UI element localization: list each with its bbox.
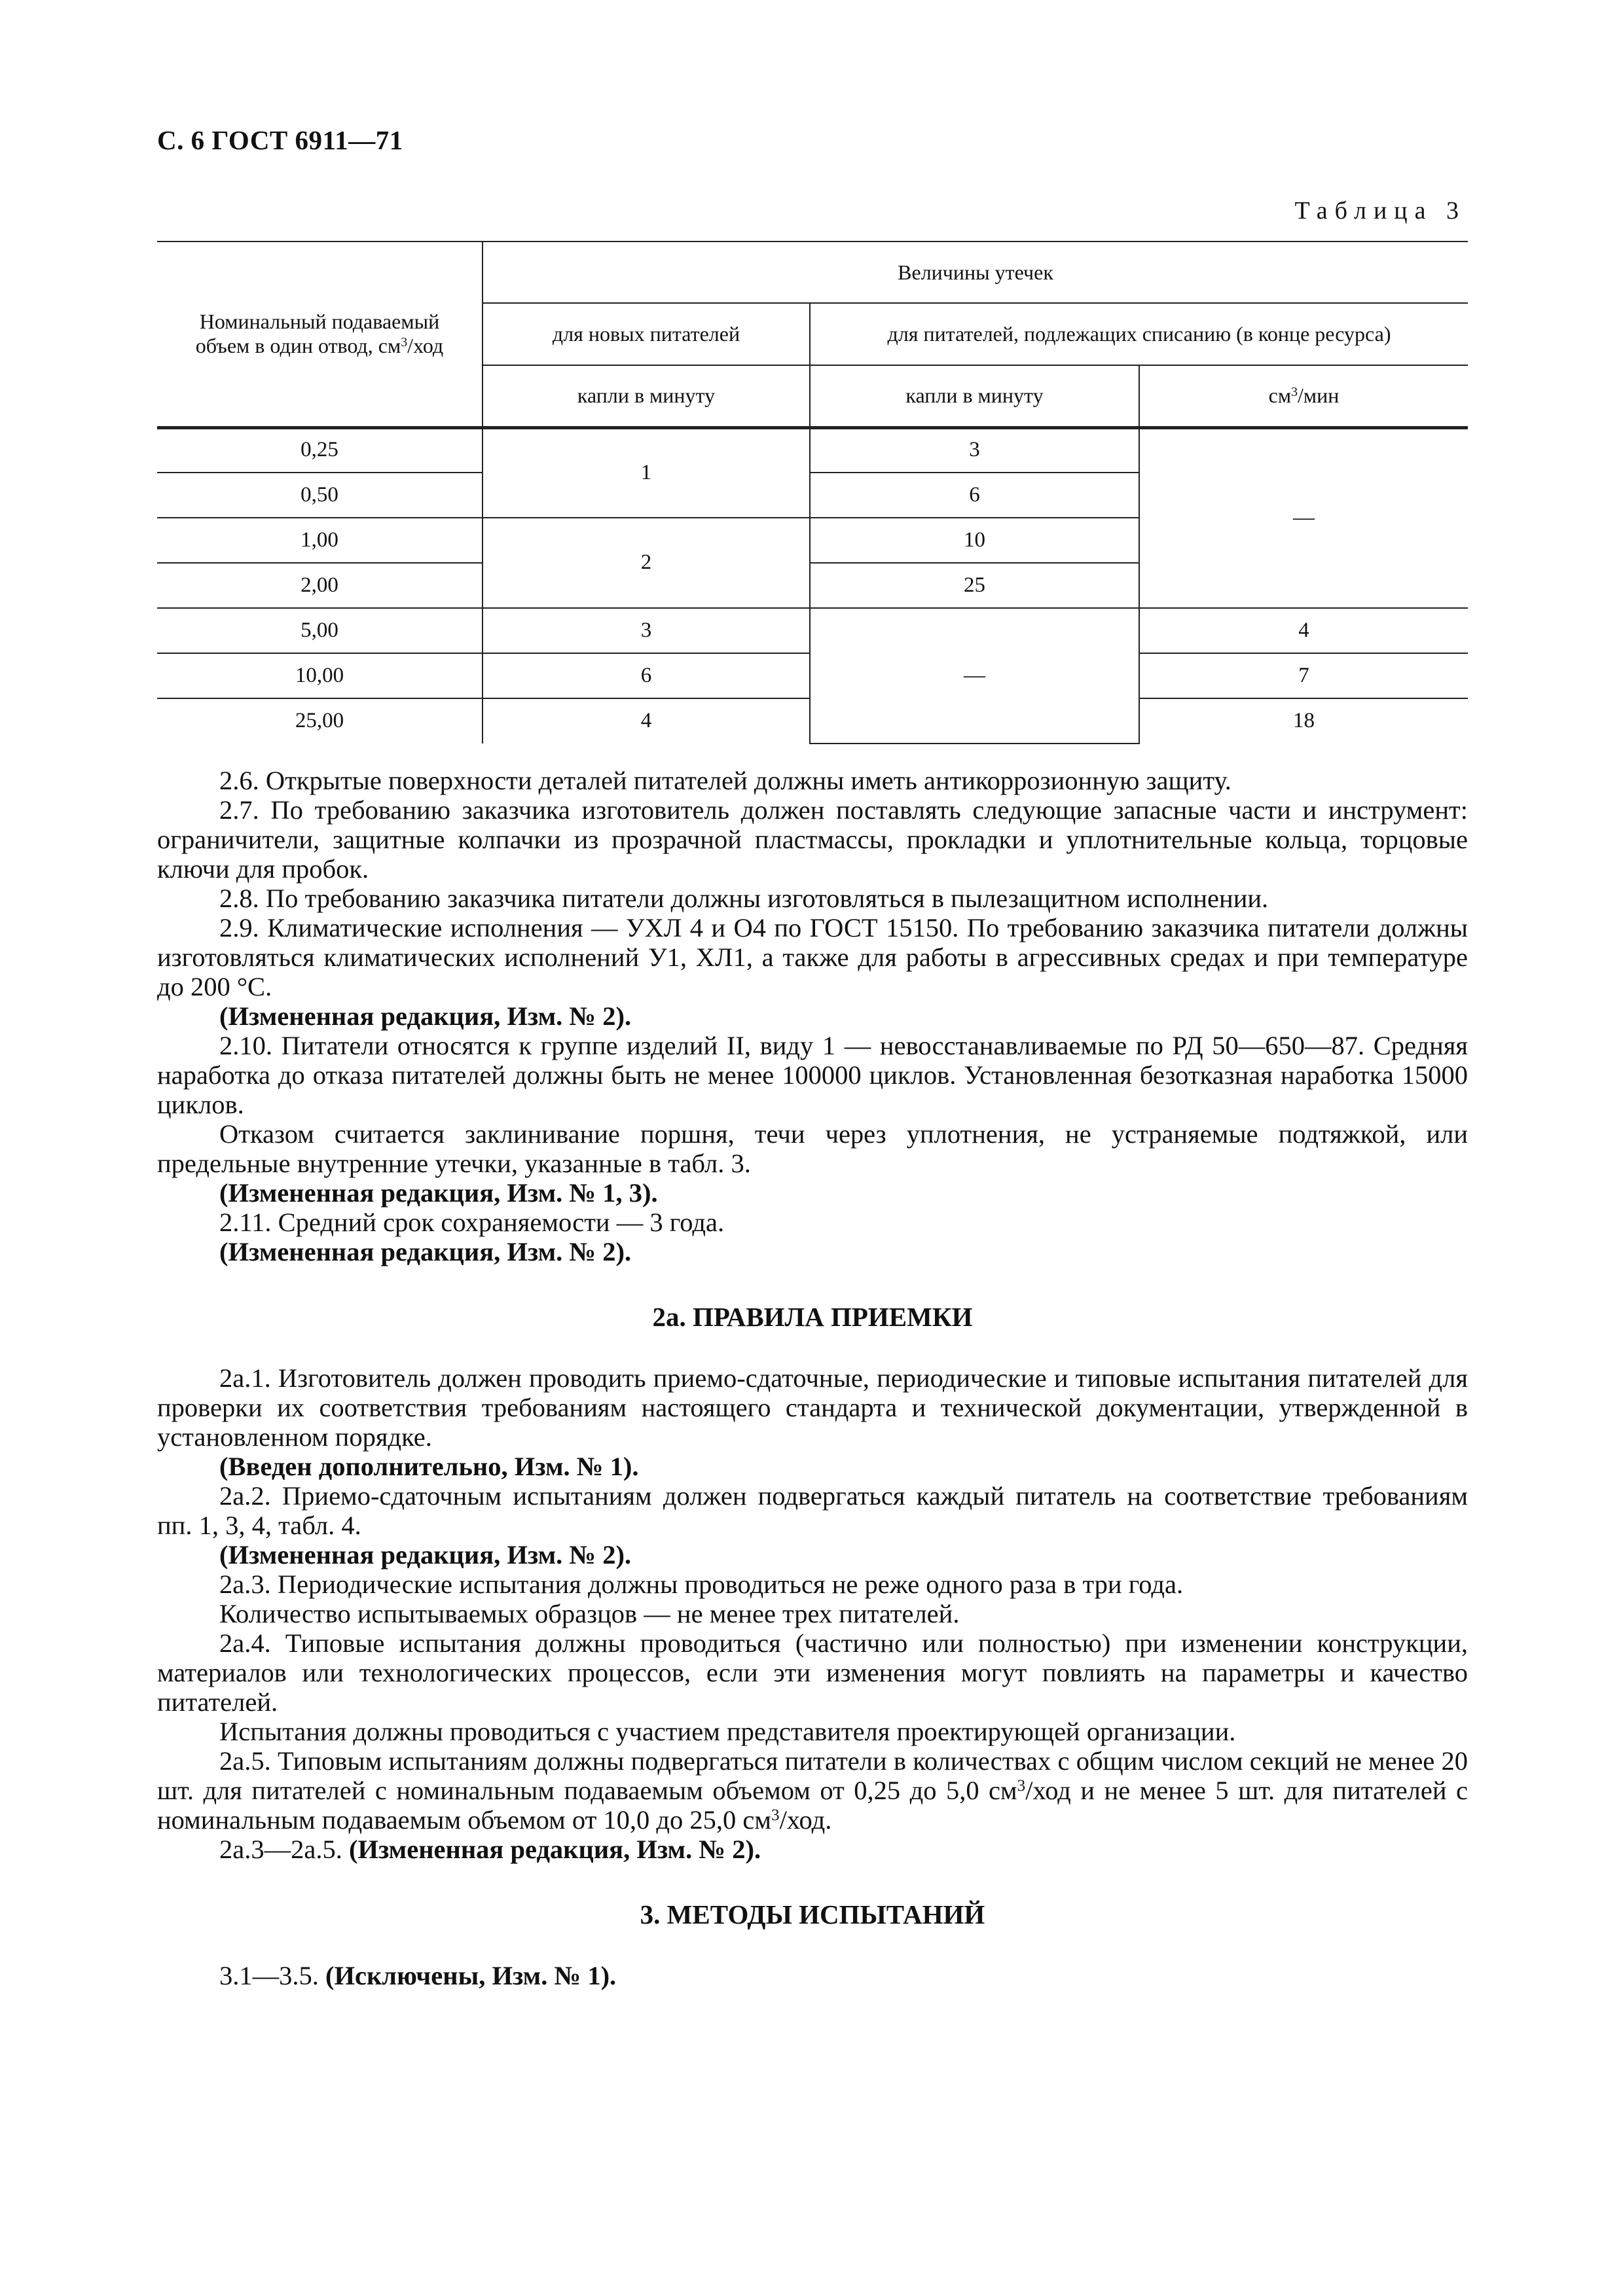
paragraph-2a-5: 2а.5. Типовым испытаниям должны подвергаться питатели в количествах с общим числом секций не менее 20 шт. для питателей с номинальным подаваемым объемом от 0,25 до 5,0 $см^3$/ход и не менее 5 шт. для питателей с номинальным подаваемым объемом от 10,0 до 25,0 $см^3$/ход. (157, 1746, 1468, 1835)
volume-cell: 5,00 (157, 608, 483, 653)
paragraph-2a-3-5-note: 2а.3—2а.5. (Измененная редакция, Изм. № 2). (219, 1835, 761, 1864)
paragraph-2a-1: 2а.1. Изготовитель должен проводить приемо-сдаточные, периодические и типовые испытания питателей для проверки их соответствия требованиям настоящего стандарта и технической документации, утвержденной в установленном порядке. (157, 1363, 1468, 1452)
old-drops-cell: 10 (810, 518, 1139, 563)
section-heading-3: 3. МЕТОДЫ ИСПЫТАНИЙ (640, 1899, 985, 1929)
volume-cell: 1,00 (157, 518, 483, 563)
volume-cell: 2,00 (157, 563, 483, 608)
section-heading-2a: 2а. ПРАВИЛА ПРИЕМКИ (652, 1302, 973, 1332)
old-drops-cell: 3 (810, 427, 1139, 473)
old-drops-cell: 25 (810, 563, 1139, 608)
volume-cell: 10,00 (157, 653, 483, 698)
header-new-feeders: для новых питателей (483, 303, 810, 365)
header-old-feeders: для питателей, подлежащих списанию (в конце ресурса) (810, 303, 1468, 365)
header-leak-values: Величины утечек (483, 242, 1468, 303)
paragraph-2a-3-samples: Количество испытываемых образцов — не менее трех питателей. (219, 1599, 960, 1628)
paragraph-2-10: 2.10. Питатели относятся к группе изделий II, виду 1 — невосстанавливаемые по РД 50—650—87. Средняя наработка до отказа питателей должны быть не менее 100000 циклов. Установленная безотказная наработка 15000 циклов. (157, 1031, 1468, 1119)
paragraph-2-6: 2.6. Открытые поверхности деталей питателей должны иметь антикоррозионную защиту. (219, 766, 1231, 795)
header-nominal-volume: Номинальный подаваемый объем в один отвод, $см^3$/ход (157, 242, 483, 427)
header-unit-cm: $см^3$/мин (1139, 365, 1468, 427)
paragraph-3-1: 3.1—3.5. (Исключены, Изм. № 1). (219, 1961, 617, 1990)
amendment-note: (Введен дополнительно, Изм. № 1). (219, 1452, 639, 1481)
paragraph-2-8: 2.8. По требованию заказчика питатели должны изготовляться в пылезащитном исполнении. (219, 884, 1269, 913)
paragraph-2-9: 2.9. Климатические исполнения — УХЛ 4 и О4 по ГОСТ 15150. По требованию заказчика питатели должны изготовляться климатических исполнений У1, ХЛ1, а также для работы в агрессивных средах и при температуре до 200 °С. (157, 913, 1468, 1001)
paragraph-2a-4: 2а.4. Типовые испытания должны проводиться (частично или полностью) при изменении конструкции, материалов или технологических процессов, если эти изменения могут повлиять на параметры и качество питателей. (157, 1628, 1468, 1717)
leak-table (157, 241, 1468, 744)
paragraph-2a-2: 2а.2. Приемо-сдаточным испытаниям должен подвергаться каждый питатель на соответствие требованиям пп. 1, 3, 4, табл. 4. (157, 1481, 1468, 1540)
body-text (157, 766, 1468, 1990)
paragraph-2-11: 2.11. Средний срок сохраняемости — 3 года. (219, 1208, 725, 1237)
new-value-cell: 3 (483, 608, 810, 653)
amendment-note: (Измененная редакция, Изм. № 1, 3). (219, 1178, 658, 1208)
paragraph-2a-3: 2а.3. Периодические испытания должны проводиться не реже одного раза в три года. (219, 1570, 1184, 1599)
amendment-note: (Измененная редакция, Изм. № 2). (219, 1540, 632, 1570)
header-unit-drops-old: капли в минуту (810, 365, 1139, 427)
old-cm-cell: 18 (1139, 698, 1468, 744)
page-header: С. 6 ГОСТ 6911—71 (157, 125, 403, 155)
volume-cell: 0,25 (157, 427, 483, 473)
old-cm-cell: — (1139, 427, 1468, 608)
table-caption: Таблица 3 (1294, 197, 1466, 224)
volume-cell: 25,00 (157, 698, 483, 744)
new-value-cell: 4 (483, 698, 810, 744)
old-drops-cell: 6 (810, 473, 1139, 518)
old-cm-cell: 4 (1139, 608, 1468, 653)
new-value-cell: 6 (483, 653, 810, 698)
paragraph-2a-4-participation: Испытания должны проводиться с участием представителя проектирующей организации. (219, 1717, 1236, 1746)
old-cm-cell: 7 (1139, 653, 1468, 698)
paragraph-2-10-failure: Отказом считается заклинивание поршня, течи через уплотнения, не устраняемые подтяжкой, или предельные внутренние утечки, указанные в табл. 3. (157, 1119, 1468, 1178)
new-value-cell: 1 (483, 427, 810, 518)
volume-cell: 0,50 (157, 473, 483, 518)
header-unit-drops-new: капли в минуту (483, 365, 810, 427)
amendment-note: (Измененная редакция, Изм. № 2). (219, 1237, 632, 1266)
new-value-cell: 2 (483, 518, 810, 608)
old-drops-cell: — (810, 608, 1139, 744)
amendment-note: (Измененная редакция, Изм. № 2). (219, 1001, 632, 1031)
paragraph-2-7: 2.7. По требованию заказчика изготовитель должен поставлять следующие запасные части и инструмент: ограничители, защитные колпачки из прозрачной пластмассы, прокладки и уплотнительные кольца, торцовые ключи для пробок. (157, 795, 1468, 884)
